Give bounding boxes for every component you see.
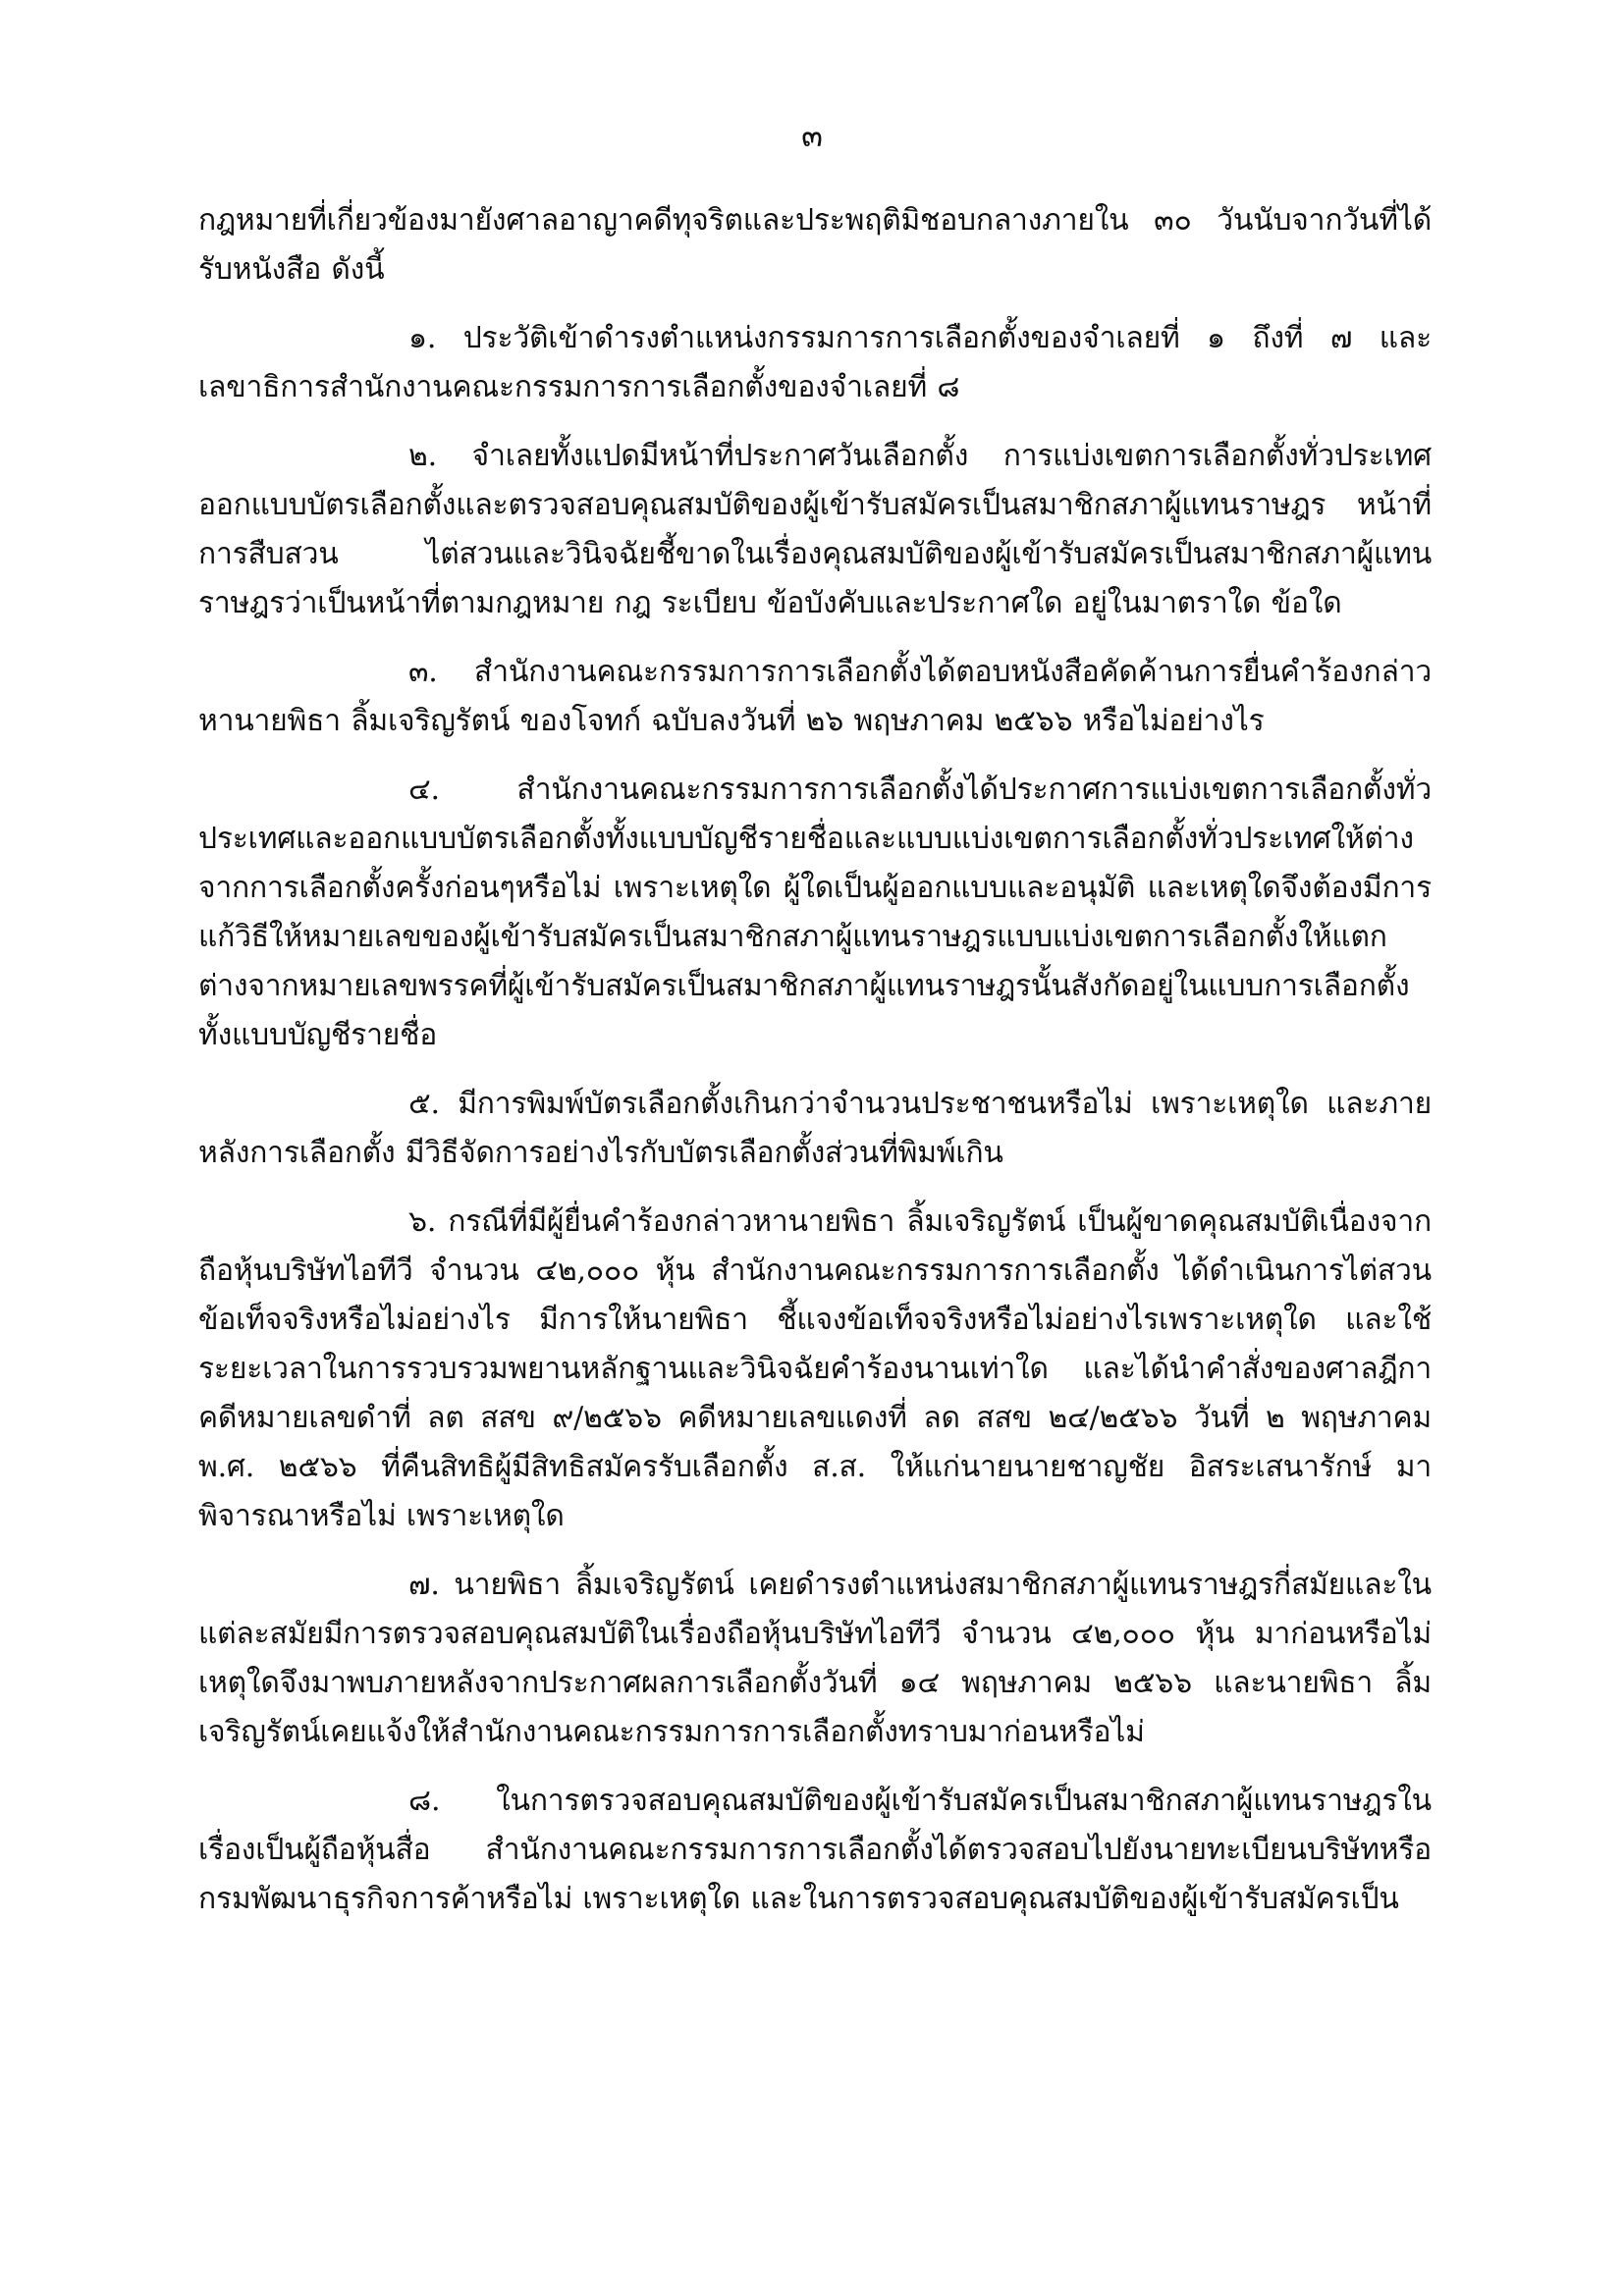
paragraph-intro-continuation: กฎหมายที่เกี่ยวข้องมายังศาลอาญาคดีทุจริตและประพฤติมิชอบกลางภายใน ๓๐ วันนับจากวันที่ได้รับหนังสือ ดังนี้ (198, 203, 1432, 287)
paragraph-item-2: ๒. จำเลยทั้งแปดมีหน้าที่ประกาศวันเลือกตั้ง การแบ่งเขตการเลือกตั้งทั่วประเทศ ออกแบบบัตรเลือกตั้งและตรวจสอบคุณสมบัติของผู้เข้ารับสมัครเป็นสมาชิกสภาผู้แทนราษฎร หน้าที่การสืบสวน ไต่สวนและวินิจฉัยชี้ขาดในเรื่องคุณสมบัติของผู้เข้ารับสมัครเป็นสมาชิกสภาผู้แทนราษฎรว่าเป็นหน้าที่ตามกฎหมาย กฎ ระเบียบ ข้อบังคับและประกาศใด อยู่ในมาตราใด ข้อใด (198, 439, 1432, 620)
paragraph-item-5: ๕. มีการพิมพ์บัตรเลือกตั้งเกินกว่าจำนวนประชาชนหรือไม่ เพราะเหตุใด และภายหลังการเลือกตั้ง มีวิธีจัดการอย่างไรกับบัตรเลือกตั้งส่วนที่พิมพ์เกิน (198, 1087, 1432, 1170)
page-number: ๓ (801, 117, 823, 154)
paragraph-item-8: ๘. ในการตรวจสอบคุณสมบัติของผู้เข้ารับสมัครเป็นสมาชิกสภาผู้แทนราษฎรในเรื่องเป็นผู้ถือหุ้นสื่อ สำนักงานคณะกรรมการการเลือกตั้งได้ตรวจสอบไปยังนายทะเบียนบริษัทหรือกรมพัฒนาธุรกิจการค้าหรือไม่ เพราะเหตุใด และในการตรวจสอบคุณสมบัติของผู้เข้ารับสมัครเป็น (198, 1784, 1432, 1916)
paragraph-item-4: ๔. สำนักงานคณะกรรมการการเลือกตั้งได้ประกาศการแบ่งเขตการเลือกตั้งทั่วประเทศและออกแบบบัตรเลือกตั้งทั้งแบบบัญชีรายชื่อและแบบแบ่งเขตการเลือกตั้งทั่วประเทศให้ต่างจากการเลือกตั้งครั้งก่อนๆหรือไม่ เพราะเหตุใด ผู้ใดเป็นผู้ออกแบบและอนุมัติ และเหตุใดจึงต้องมีการแก้วิธีให้หมายเลขของผู้เข้ารับสมัครเป็นสมาชิกสภาผู้แทนราษฎรแบบแบ่งเขตการเลือกตั้งให้แตกต่างจากหมายเลขพรรคที่ผู้เข้ารับสมัครเป็นสมาชิกสภาผู้แทนราษฎรนั้นสังกัดอยู่ในแบบการเลือกตั้งทั้งแบบบัญชีรายชื่อ (198, 773, 1432, 1052)
paragraph-item-1: ๑. ประวัติเข้าดำรงตำแหน่งกรรมการการเลือกตั้งของจำเลยที่ ๑ ถึงที่ ๗ และเลขาธิการสำนักงานคณะกรรมการการเลือกตั้งของจำเลยที่ ๘ (198, 321, 1432, 404)
document-body (198, 196, 1432, 1924)
paragraph-item-6: ๖. กรณีที่มีผู้ยื่นคำร้องกล่าวหานายพิธา ลิ้มเจริญรัตน์ เป็นผู้ขาดคุณสมบัติเนื่องจากถือหุ้นบริษัทไอทีวี จำนวน ๔๒,๐๐๐ หุ้น สำนักงานคณะกรรมการการเลือกตั้ง ได้ดำเนินการไต่สวนข้อเท็จจริงหรือไม่อย่างไร มีการให้นายพิธา ชี้แจงข้อเท็จจริงหรือไม่อย่างไรเพราะเหตุใด และใช้ระยะเวลาในการรวบรวมพยานหลักฐานและวินิจฉัยคำร้องนานเท่าใด และได้นำคำสั่งของศาลฎีกาคดีหมายเลขดำที่ ลต สสข ๙/๒๕๖๖ คดีหมายเลขแดงที่ ลด สสข ๒๔/๒๕๖๖ วันที่ ๒ พฤษภาคม พ.ศ. ๒๕๖๖ ที่คืนสิทธิผู้มีสิทธิสมัครรับเลือกตั้ง ส.ส. ให้แก่นายนายชาญชัย อิสระเสนารักษ์ มาพิจารณาหรือไม่ เพราะเหตุใด (198, 1204, 1432, 1533)
paragraph-item-7: ๗. นายพิธา ลิ้มเจริญรัตน์ เคยดำรงตำแหน่งสมาชิกสภาผู้แทนราษฎรกี่สมัยและในแต่ละสมัยมีการตรวจสอบคุณสมบัติในเรื่องถือหุ้นบริษัทไอทีวี จำนวน ๔๒,๐๐๐ หุ้น มาก่อนหรือไม่เหตุใดจึงมาพบภายหลังจากประกาศผลการเลือกตั้งวันที่ ๑๔ พฤษภาคม ๒๕๖๖ และนายพิธา ลิ้มเจริญรัตน์เคยแจ้งให้สำนักงานคณะกรรมการการเลือกตั้งทราบมาก่อนหรือไม่ (198, 1568, 1432, 1749)
paragraph-item-3: ๓. สำนักงานคณะกรรมการการเลือกตั้งได้ตอบหนังสือคัดค้านการยื่นคำร้องกล่าวหานายพิธา ลิ้มเจริญรัตน์ ของโจทก์ ฉบับลงวันที่ ๒๖ พฤษภาคม ๒๕๖๖ หรือไม่อย่างไร (198, 655, 1432, 738)
